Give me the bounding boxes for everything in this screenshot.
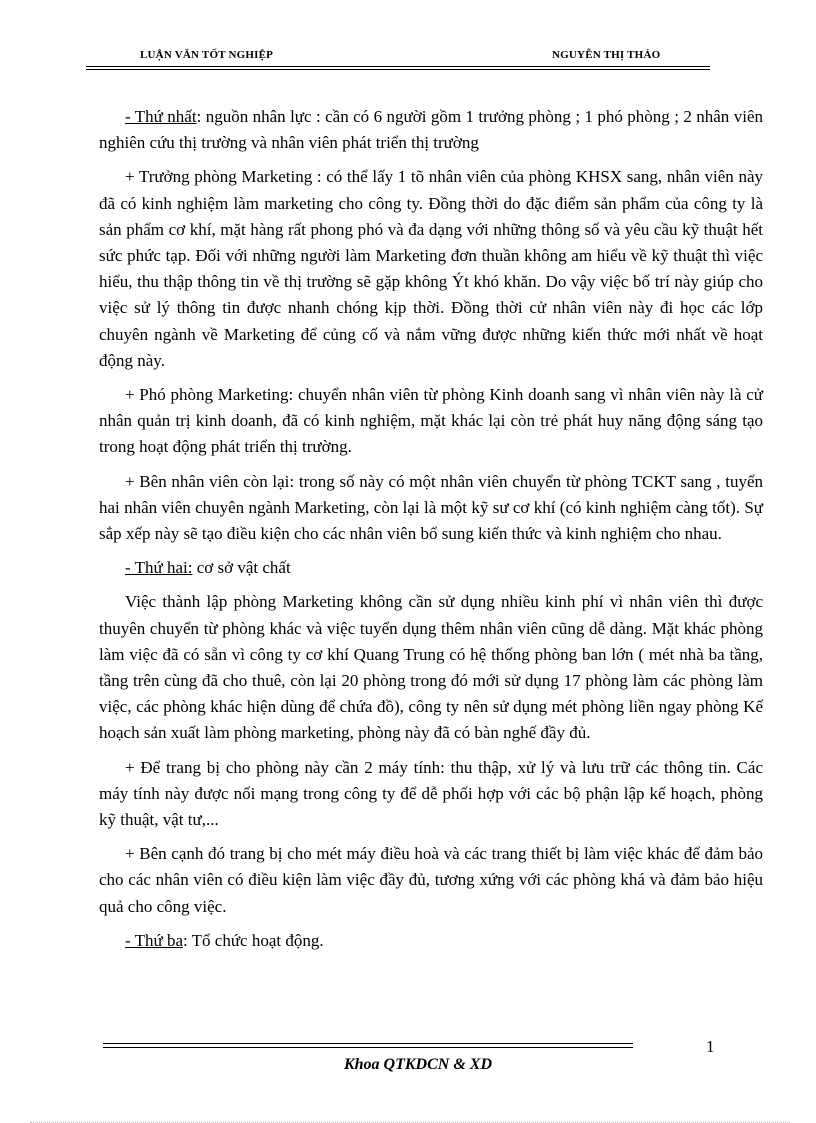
paragraph-text: + Bên nhân viên còn lại: trong số này có một nhân viên chuyển từ phòng TCKT sang , tuyển hai nhân viên chuyên ngành Marketing, còn lại là một kỹ sư cơ khí (có kinh nghiệm càng tốt). Sự sắp xếp này sẽ tạo điều kiện cho các nhân viên bổ sung kiến thức và kinh nghiệm cho nhau. xyxy=(99,471,763,544)
header-rule-top xyxy=(86,66,710,67)
paragraph-text: + Trưởng phòng Marketing : có thể lấy 1 tõ nhân viên của phòng KHSX sang, nhân viên này đã có kinh nghiệm làm marketing cho công ty. Đồng thời do đặc điểm sản phẩm của công ty là sản phẩm cơ khí, mặt hàng rất phong phó và đa dạng với những thông số và yêu cầu kỹ thuật hết sức phức tạp. Đối với những người làm Marketing đơn thuần không am hiểu về kỹ thuật thì việc hiểu, thu thập thông tin về thị trường sẽ gặp không Ýt khó khăn. Do vậy việc bố trí này giúp cho việc sử lý thông tin được nhanh chóng kịp thời. Đồng thời cử nhân viên này đi học các lớp chuyên ngành về Marketing để củng cố và nắm vững được những kiến thức mới nhất về hoạt động này. xyxy=(99,167,763,370)
header-thesis-title: LUẬN VĂN TỐT NGHIỆP xyxy=(140,49,274,61)
section-label-third: - Thứ ba xyxy=(125,930,183,950)
paragraph-text: + Bên cạnh đó trang bị cho mét máy điều hoà và các trang thiết bị làm việc khác để đảm bảo cho các nhân viên có điều kiện làm việc đầy đủ, tương xứng với các phòng khá và đảm bảo hiệu quả cho công việc. xyxy=(99,844,763,916)
footer-faculty: Khoa QTKDCN & XD xyxy=(343,1056,493,1073)
header-rule-bottom xyxy=(86,69,710,70)
section-label-first: - Thứ nhất xyxy=(125,107,197,126)
paragraph-remaining-staff xyxy=(99,469,763,548)
paragraph-facilities xyxy=(99,589,763,746)
paragraph-text: : Tổ chức hoạt động. xyxy=(183,930,324,950)
paragraph-text: + Phó phòng Marketing: chuyển nhân viên từ phòng Kinh doanh sang vì nhân viên này là cử nhân quản trị kinh doanh, đã có kinh nghiệm, mặt khác lại còn trẻ phát huy năng động sáng tạo trong hoạt động phát triển thị trường. xyxy=(99,385,763,457)
section-label-second: - Thứ hai: xyxy=(125,558,193,578)
header-author-name: NGUYỄN THỊ THẢO xyxy=(552,49,661,61)
paragraph-text: Việc thành lập phòng Marketing không cần sử dụng nhiều kinh phí vì nhân viên thì được thuyên chuyển từ phòng khác và việc tuyển dụng thêm nhân viên cũng dễ dàng. Mặt khác phòng làm việc đã có sẵn vì công ty cơ khí Quang Trung có hệ thống phòng ban lớn ( mét nhà ba tầng, tầng trên cùng đã cho thuê, còn lại 20 phòng trong đó mới sử dụng 17 phòng làm các phòng làm việc, các phòng khác hiện dùng để chứa đồ), công ty nên sử dụng mét phòng liền ngay phòng Kế hoạch sản xuất làm phòng marketing, phòng này đã có bàn nghế đầy đủ. xyxy=(99,592,763,743)
footer-rule-bottom xyxy=(103,1047,633,1048)
paragraph-equipment xyxy=(99,841,763,920)
footer-rule-top xyxy=(103,1043,633,1044)
page-number: 1 xyxy=(706,1037,715,1056)
paragraph-text: : nguồn nhân lực : cần có 6 người gồm 1 trưởng phòng ; 1 phó phòng ; 2 nhân viên nghiên cứu thị trường và nhân viên phát triển thị trường xyxy=(99,107,763,153)
section-second-paragraph xyxy=(99,555,763,581)
paragraph-text: + Để trang bị cho phòng này cần 2 máy tính: thu thập, xử lý và lưu trữ các thông tin. Các máy tính này được nối mạng trong công ty để dễ phối hợp với các bộ phận lập kế hoạch, phòng kỹ thuật, vật tư,... xyxy=(99,757,763,830)
section-first-paragraph xyxy=(99,104,763,156)
paragraph-deputy-head xyxy=(99,382,763,461)
paragraph-computers xyxy=(99,755,763,834)
section-third-paragraph xyxy=(99,928,763,954)
paragraph-text: cơ sở vật chất xyxy=(192,558,291,578)
page-body xyxy=(99,104,763,962)
paragraph-head-of-dept xyxy=(99,164,763,374)
